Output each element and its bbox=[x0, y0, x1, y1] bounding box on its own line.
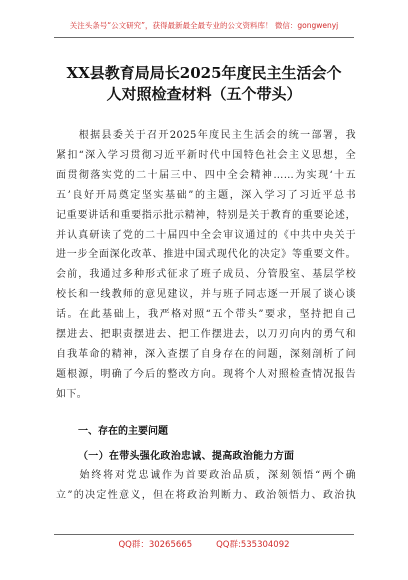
footer-qq-group-1: QQ群：30265665 bbox=[118, 540, 193, 550]
paragraph-line: 自我革命的精神，深入查摆了自身存在的问题，深刻剖析了问 bbox=[56, 348, 356, 360]
header-divider bbox=[54, 37, 354, 38]
paragraph-line: 面贯彻落实党的二十届三中、四中全会精神……为实现‘十五 bbox=[56, 169, 356, 181]
paragraph-line: 五’良好开局奠定坚实基础”的主题，深入学习了习近平总书 bbox=[56, 189, 356, 201]
header-notice: 关注头条号“公文研究”，获得最新最全最专业的公文资料库！ 微信：gongwenyj bbox=[69, 21, 339, 30]
paragraph-line: 立”的决定性意义，但在将政治判断力、政治领悟力、政治执 bbox=[56, 489, 356, 501]
paragraph-line: 话。在此基础上，我严格对照“五个带头”要求，坚持把自己 bbox=[56, 309, 356, 321]
subsection-heading: （一）在带头强化政治忠诚、提高政治能力方面 bbox=[78, 451, 295, 462]
paragraph-line: 紧扣“深入学习贯彻习近平新时代中国特色社会主义思想，全 bbox=[56, 149, 356, 161]
paragraph-line: 进一步全面深化改革、推进中国式现代化的决定》等重要文件。 bbox=[56, 249, 356, 261]
title-line-2: 人对照检查材料（五个带头） bbox=[106, 85, 302, 103]
footer-qq-group-2: QQ群:535304092 bbox=[216, 540, 290, 550]
paragraph-line: 根据县委关于召开2025年度民主生活会的统一部署，我 bbox=[56, 130, 356, 141]
document-title bbox=[40, 63, 368, 105]
section-paragraph bbox=[56, 466, 356, 506]
intro-paragraph bbox=[56, 126, 356, 405]
title-line-1: XX县教育局局长2025年度民主生活会个 bbox=[66, 64, 342, 82]
paragraph-line: 并认真研读了党的二十届四中全会审议通过的《中共中央关于 bbox=[56, 229, 356, 241]
paragraph-line: 始终将对党忠诚作为首要政治品质，深刻领悟“两个确 bbox=[56, 470, 356, 481]
paragraph-line: 摆进去、把职责摆进去、把工作摆进去，以刀刃向内的勇气和 bbox=[56, 329, 356, 341]
section-heading: 一、存在的主要问题 bbox=[78, 426, 168, 437]
paragraph-line: 记重要讲话和重要指示批示精神，特别是关于教育的重要论述， bbox=[56, 209, 356, 221]
footer-divider bbox=[54, 534, 354, 535]
paragraph-line: 题根源，明确了今后的整改方向。现将个人对照检查情况报告 bbox=[56, 368, 356, 380]
paragraph-line: 校长和一线教师的意见建议，并与班子同志逐一开展了谈心谈 bbox=[56, 289, 356, 301]
paragraph-line: 会前，我通过多种形式征求了班子成员、分管股室、基层学校 bbox=[56, 269, 356, 281]
paragraph-line: 如下。 bbox=[56, 388, 88, 400]
footer-contact bbox=[0, 538, 408, 550]
